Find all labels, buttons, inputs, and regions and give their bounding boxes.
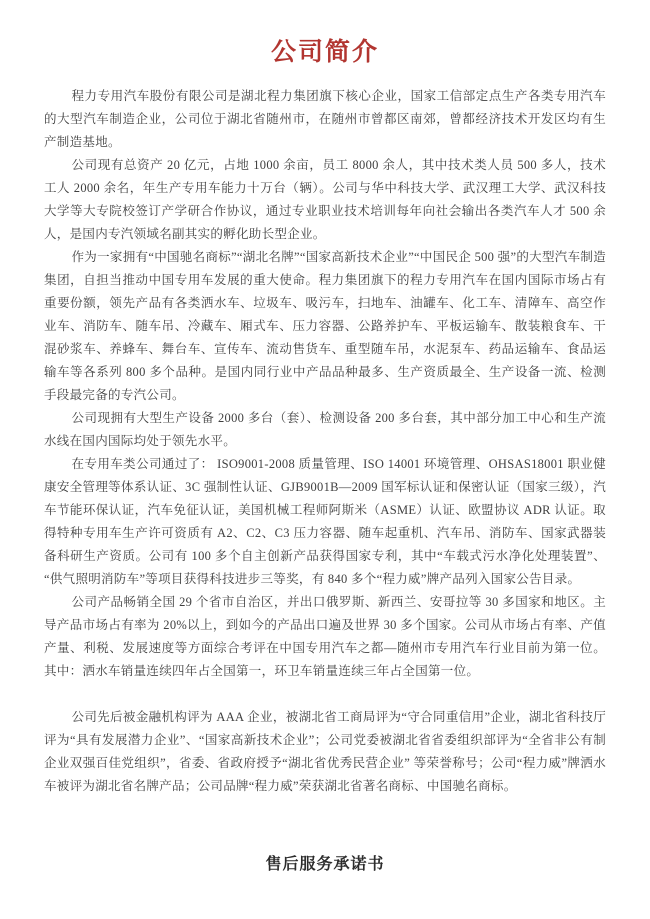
paragraph: 公司现有总资产 20 亿元，占地 1000 余亩，员工 8000 余人，其中技术类人员 500 多人，技术工人 2000 余名，年生产专用车能力十万台（辆）。公司与华中科技大学、武汉理工大学、武汉科技大学等大专院校签订产学研合作协议，通过专业职业技术培训每年向社会输出各类汽车人才 500 余人，是国内专汽领域名副其实的孵化助长型企业。 [44,158,606,241]
paragraph: 公司先后被金融机构评为 AAA 企业，被湖北省工商局评为“守合同重信用”企业，湖北省科技厅评为“具有发展潜力企业”、“国家高新技术企业”；公司党委被湖北省省委组织部评为“全省非公有制企业双强百佳党组织”，省委、省政府授予“湖北省优秀民营企业” 等荣誉称号；公司“程力威”牌洒水车被评为湖北省名牌产品；公司品牌“程力威”荣获湖北省著名商标、中国驰名商标。 [44,710,606,793]
paragraph: 公司现拥有大型生产设备 2000 多台（套）、检测设备 200 多台套，其中部分加工中心和生产流水线在国内国际均处于领先水平。 [44,411,606,448]
section-heading-after-sales-service: 售后服务承诺书 [265,856,385,873]
paragraph: 作为一家拥有“中国驰名商标”“湖北名牌”“国家高新技术企业”“中国民企 500 强”的大型汽车制造集团，自担当推动中国专用车发展的重大使命。程力集团旗下的程力专用汽车在国内国际市场占有重要份额，领先产品有各类洒水车、垃圾车、吸污车，扫地车、油罐车、化工车、清障车、高空作业车、消防车、随车吊、冷藏车、厢式车、压力容器、公路养护车、平板运输车、散装粮食车、干混砂浆车、养蜂车、舞台车、宣传车、流动售货车、重型随车吊，水泥泵车、药品运输车、食品运输车等各系列 800 多个品种。是国内同行业中产品品种最多、生产资质最全、生产设备一流、检测手段最完备的专汽公司。 [44,250,606,402]
paragraph: 程力专用汽车股份有限公司是湖北程力集团旗下核心企业，国家工信部定点生产各类专用汽车的大型汽车制造企业，公司位于湖北省随州市，在随州市曾都区南郊，曾都经济技术开发区均有生产制造基地。 [44,89,606,149]
page-title: 公司简介 [270,39,379,66]
document-body [0,85,650,798]
paragraph: 公司产品畅销全国 29 个省市自治区，并出口俄罗斯、新西兰、安哥拉等 30 多国家和地区。主导产品市场占有率为 20%以上，到如今的产品出口遍及世界 30 多个国家。公司从市场占有率、产值产量、利税、发展速度等方面综合考评在中国专用汽车之都—随州市专用汽车行业目前为第一位。其中：洒水车销量连续四年占全国第一，环卫车销量连续三年占全国第一位。 [44,595,606,678]
paragraph: 在专用车类公司通过了： ISO9001-2008 质量管理、ISO 14001 环境管理、OHSAS18001 职业健康安全管理等体系认证、3C 强制性认证、GJB9001B—2009 国军标认证和保密认证（国家三级），汽车节能环保认证，汽车免征认证，美国机械工程师阿斯米（ASME）认证、欧盟协议 ADR 认证。取得特种专用车生产许可资质有 A2、C2、C3 压力容器、随车起重机、汽车吊、消防车、国家武器装备科研生产资质。公司有 100 多个自主创新产品获得国家专利，其中“车载式污水净化处理装置”、“供气照明消防车”等项目获得科技进步三等奖，有 840 多个“程力威”牌产品列入国家公告目录。 [44,457,606,586]
